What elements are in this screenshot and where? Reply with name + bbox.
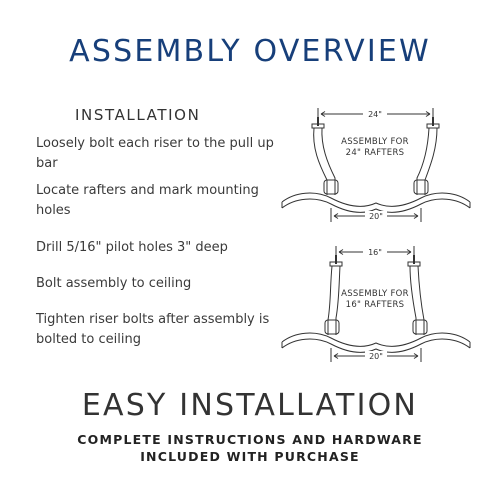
pull-up-bar-16-drawing — [275, 240, 500, 365]
footer-line-2: INCLUDED WITH PURCHASE — [140, 449, 360, 464]
installation-step-3: Drill 5/16" pilot holes 3" deep — [36, 240, 228, 255]
assembly-diagram-16 — [275, 240, 500, 365]
bottom-dimension-label: 20" — [369, 352, 383, 361]
assembly-label-line2: 16" RAFTERS — [345, 300, 405, 310]
assembly-label-line1: ASSEMBLY FOR — [341, 137, 409, 147]
easy-installation-headline: EASY INSTALLATION — [81, 388, 419, 423]
assembly-label-line1: ASSEMBLY FOR — [341, 289, 409, 299]
installation-step-1: Loosely bolt each riser to the pull up bar — [36, 136, 274, 171]
installation-step-4: Bolt assembly to ceiling — [36, 276, 192, 291]
footer-line-1: COMPLETE INSTRUCTIONS AND HARDWARE — [77, 432, 423, 447]
installation-step-2: Locate rafters and mark mounting holes — [36, 183, 259, 218]
top-dimension-label: 16" — [368, 248, 382, 257]
assembly-label-line2: 24" RAFTERS — [345, 148, 405, 158]
bottom-dimension-label: 20" — [369, 212, 383, 221]
top-dimension-label: 24" — [368, 110, 382, 119]
installation-heading: INSTALLATION — [75, 106, 201, 124]
page-title: ASSEMBLY OVERVIEW — [69, 34, 431, 69]
pull-up-bar-24-drawing — [275, 100, 500, 225]
installation-step-5: Tighten riser bolts after assembly is bolted to ceiling — [36, 312, 270, 347]
assembly-diagram-24 — [275, 100, 500, 225]
